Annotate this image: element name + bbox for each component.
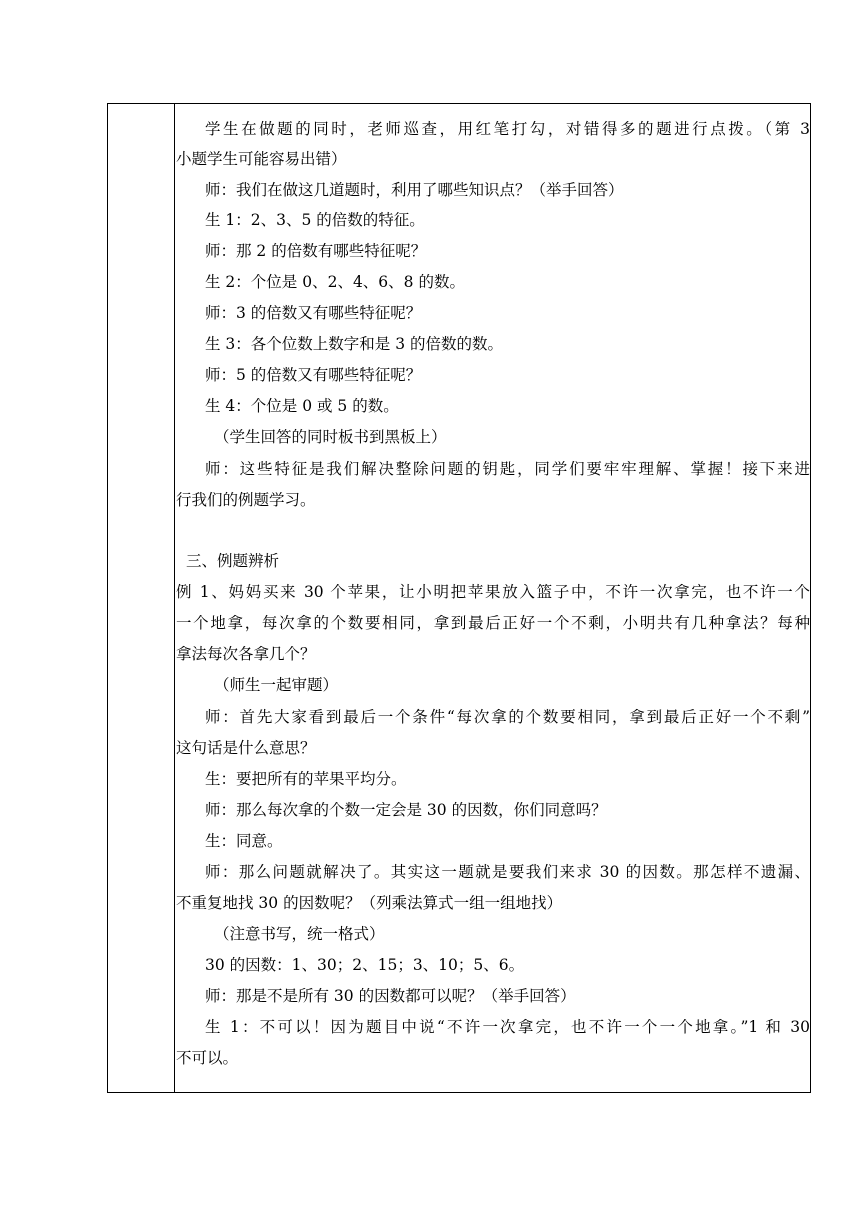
text-line: 师：那么问题就解决了。其实这一题就是要我们来求 30 的因数。那怎样不遗漏、 (205, 863, 810, 881)
text-line: （师生一起审题） (214, 676, 339, 694)
text-line: （注意书写，统一格式） (214, 925, 385, 943)
text-line: （学生回答的同时板书到黑板上） (214, 428, 447, 446)
text-line: 师：5 的倍数又有哪些特征呢？ (205, 366, 422, 384)
table-content-cell (176, 104, 810, 1092)
text-line: 师：那 2 的倍数有哪些特征呢？ (205, 242, 427, 260)
text-line: 师：我们在做这几道题时，利用了哪些知识点？（举手回答） (205, 181, 624, 199)
text-line: 30 的因数：1、30；2、15；3、10；5、6。 (205, 956, 525, 974)
text-line: 生 4：个位是 0 或 5 的数。 (205, 397, 399, 415)
text-line: 师：首先大家看到最后一个条件“每次拿的个数要相同，拿到最后正好一个不剩” (205, 708, 810, 726)
section-heading: 三、例题辨析 (186, 552, 280, 570)
text-line: 生 1：2、3、5 的倍数的特征。 (205, 211, 425, 229)
text-line: 师：这些特征是我们解决整除问题的钥匙，同学们要牢牢理解、掌握！接下来进 (205, 460, 810, 478)
text-line: 生 1：不可以！因为题目中说“不许一次拿完，也不许一个一个地拿。”1 和 30 (205, 1018, 810, 1036)
text-line: 生：同意。 (205, 832, 283, 850)
text-line: 例 1、妈妈买来 30 个苹果，让小明把苹果放入篮子中，不许一次拿完，也不许一个 (176, 583, 810, 601)
text-line: 生：要把所有的苹果平均分。 (205, 770, 407, 788)
text-line: 行我们的例题学习。 (176, 491, 316, 509)
text-line: 学生在做题的同时，老师巡查，用红笔打勾，对错得多的题进行点拨。（第 3 (205, 120, 810, 138)
text-line: 不可以。 (176, 1049, 239, 1067)
text-line: 师：3 的倍数又有哪些特征呢？ (205, 304, 422, 322)
text-line: 不重复地找 30 的因数呢？（列乘法算式一组一组地找） (176, 894, 563, 912)
text-line: 这句话是什么意思？ (176, 739, 316, 757)
text-line: 拿法每次各拿几个？ (176, 645, 316, 663)
text-line: 师：那么每次拿的个数一定会是 30 的因数，你们同意吗？ (205, 801, 607, 819)
table-left-column (108, 104, 175, 1092)
text-line: 师：那是不是所有 30 的因数都可以呢？（举手回答） (205, 987, 576, 1005)
text-line: 生 3：各个位数上数字和是 3 的倍数的数。 (205, 335, 504, 353)
text-line: 生 2：个位是 0、2、4、6、8 的数。 (205, 273, 465, 291)
text-line: 一个地拿，每次拿的个数要相同，拿到最后正好一个不剩，小明共有几种拿法？每种 (176, 614, 810, 632)
lesson-table (107, 103, 811, 1093)
text-line: 小题学生可能容易出错） (176, 150, 347, 168)
